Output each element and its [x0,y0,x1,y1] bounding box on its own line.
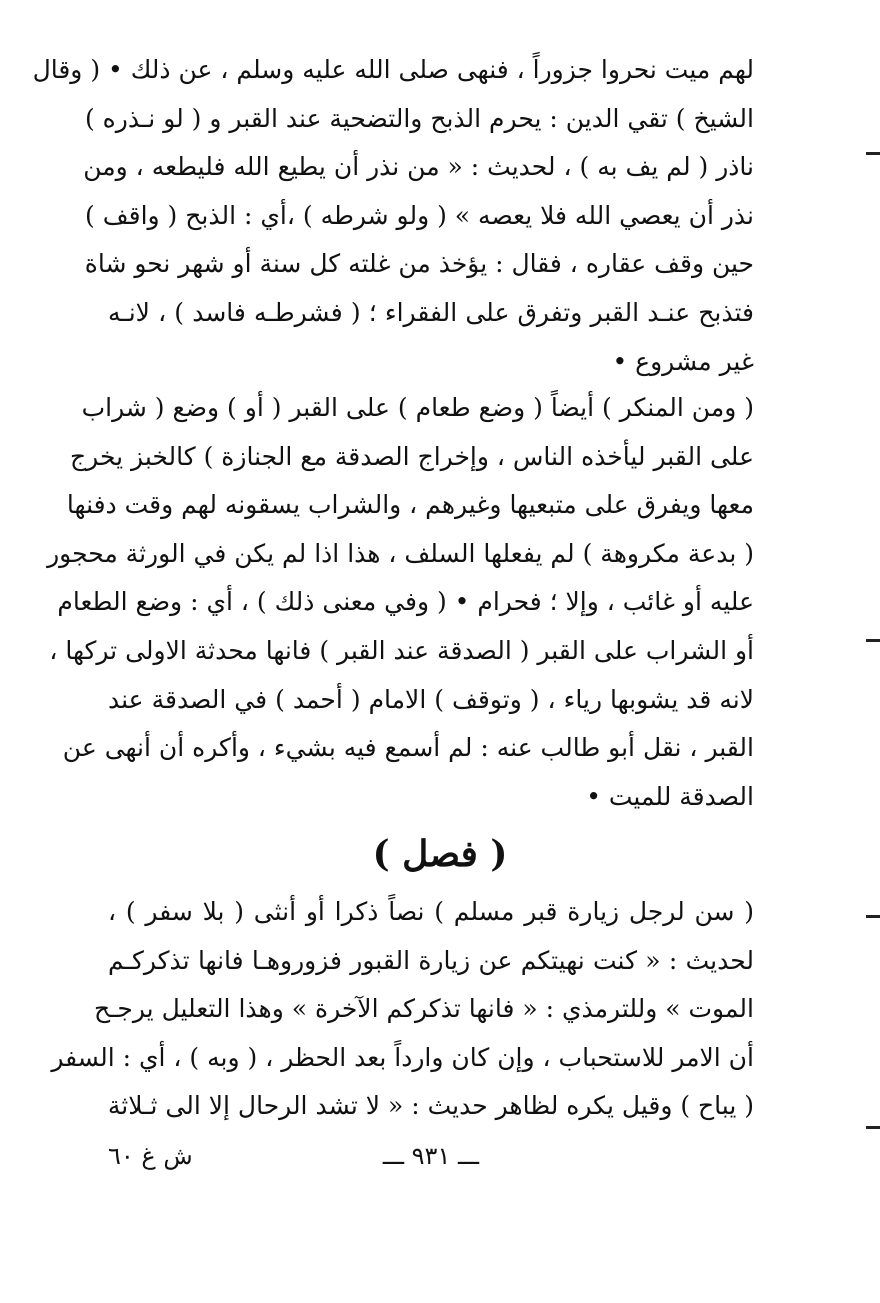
margin-tick-mark [866,639,880,642]
text-line: لحديث : « كنت نهيتكم عن زيارة القبور فزوروهـا فانها تذكركـم [108,945,754,975]
text-line: ( بدعة مكروهة ) لم يفعلها السلف ، هذا اذا لم يكن في الورثة محجور [47,538,754,568]
text-line: ( ومن المنكر ) أيضاً ( وضع طعام ) على القبر ( أو ) وضع ( شراب [81,393,754,422]
page-footer [108,1136,754,1176]
text-line: ( سن لرجل زيارة قبر مسلم ) نصاً ذكرا أو أنثى ( بلا سفر ) ، [108,897,754,926]
text-line: الشيخ ) تقي الدين : يحرم الذبح والتضحية عند القبر و ( لو نـذره ) [84,103,754,133]
page-number: ـــ ٩٣١ ـــ [382,1142,480,1170]
paragraph-2 [47,384,754,821]
text-line: فتذبح عنـد القبر وتفرق على الفقراء ؛ ( فشرطـه فاسد ) ، لانـه [108,297,754,327]
text-line: حين وقف عقاره ، فقال : يؤخذ من غلته كل سنة أو شهر نحو شاة [84,249,754,279]
text-line: على القبر ليأخذه الناس ، وإخراج الصدقة مع الجنازة ) كالخبز يخرج [70,441,754,471]
section-heading: ( فصل ) [372,833,508,875]
text-line: أو الشراب على القبر ( الصدقة عند القبر ) فانها محدثة الاولى تركها ، [49,635,754,665]
margin-tick-mark [866,1126,880,1129]
text-line: الموت » وللترمذي : « فانها تذكركم الآخرة » وهذا التعليل يرجـح [93,994,754,1024]
text-line: نذر أن يعصي الله فلا يعصه » ( ولو شرطه ) ،أي : الذبح ( واقف ) [85,200,754,230]
text-line: غير مشروع • [612,346,754,376]
text-line: لهم ميت نحروا جزوراً ، فنهى صلى الله عليه وسلم ، عن ذلك • ( وقال [32,55,754,84]
text-line: معها ويفرق على متبعيها وغيرهم ، والشراب يسقونه لهم وقت دفنها [66,490,754,520]
text-line: الصدقة للميت • [586,781,754,811]
margin-tick-mark [866,152,880,155]
text-line: ( يباح ) وقيل يكره لظاهر حديث : « لا تشد الرحال إلا الى ثـلاثة [107,1091,754,1121]
text-line: القبر ، نقل أبو طالب عنه : لم أسمع فيه بشيء ، وأكره أن أنهى عن [62,733,754,763]
text-line: أن الامر للاستحباب ، وإن كان وارداً بعد الحظر ، ( وبه ) ، أي : السفر [51,1042,754,1072]
text-line: لانه قد يشوبها رياء ، ( وتوقف ) الامام ( أحمد ) في الصدقة عند [108,684,754,714]
margin-tick-mark [866,915,880,918]
printer-signature: ش غ ٦٠ [108,1142,193,1170]
paragraph-3 [51,888,754,1131]
text-line: ناذر ( لم يف به ) ، لحديث : « من نذر أن يطيع الله فليطعه ، ومن [83,152,754,182]
text-line: عليه أو غائب ، وإلا ؛ فحرام • ( وفي معنى ذلك ) ، أي : وضع الطعام [57,587,754,617]
paragraph-1 [32,46,754,386]
